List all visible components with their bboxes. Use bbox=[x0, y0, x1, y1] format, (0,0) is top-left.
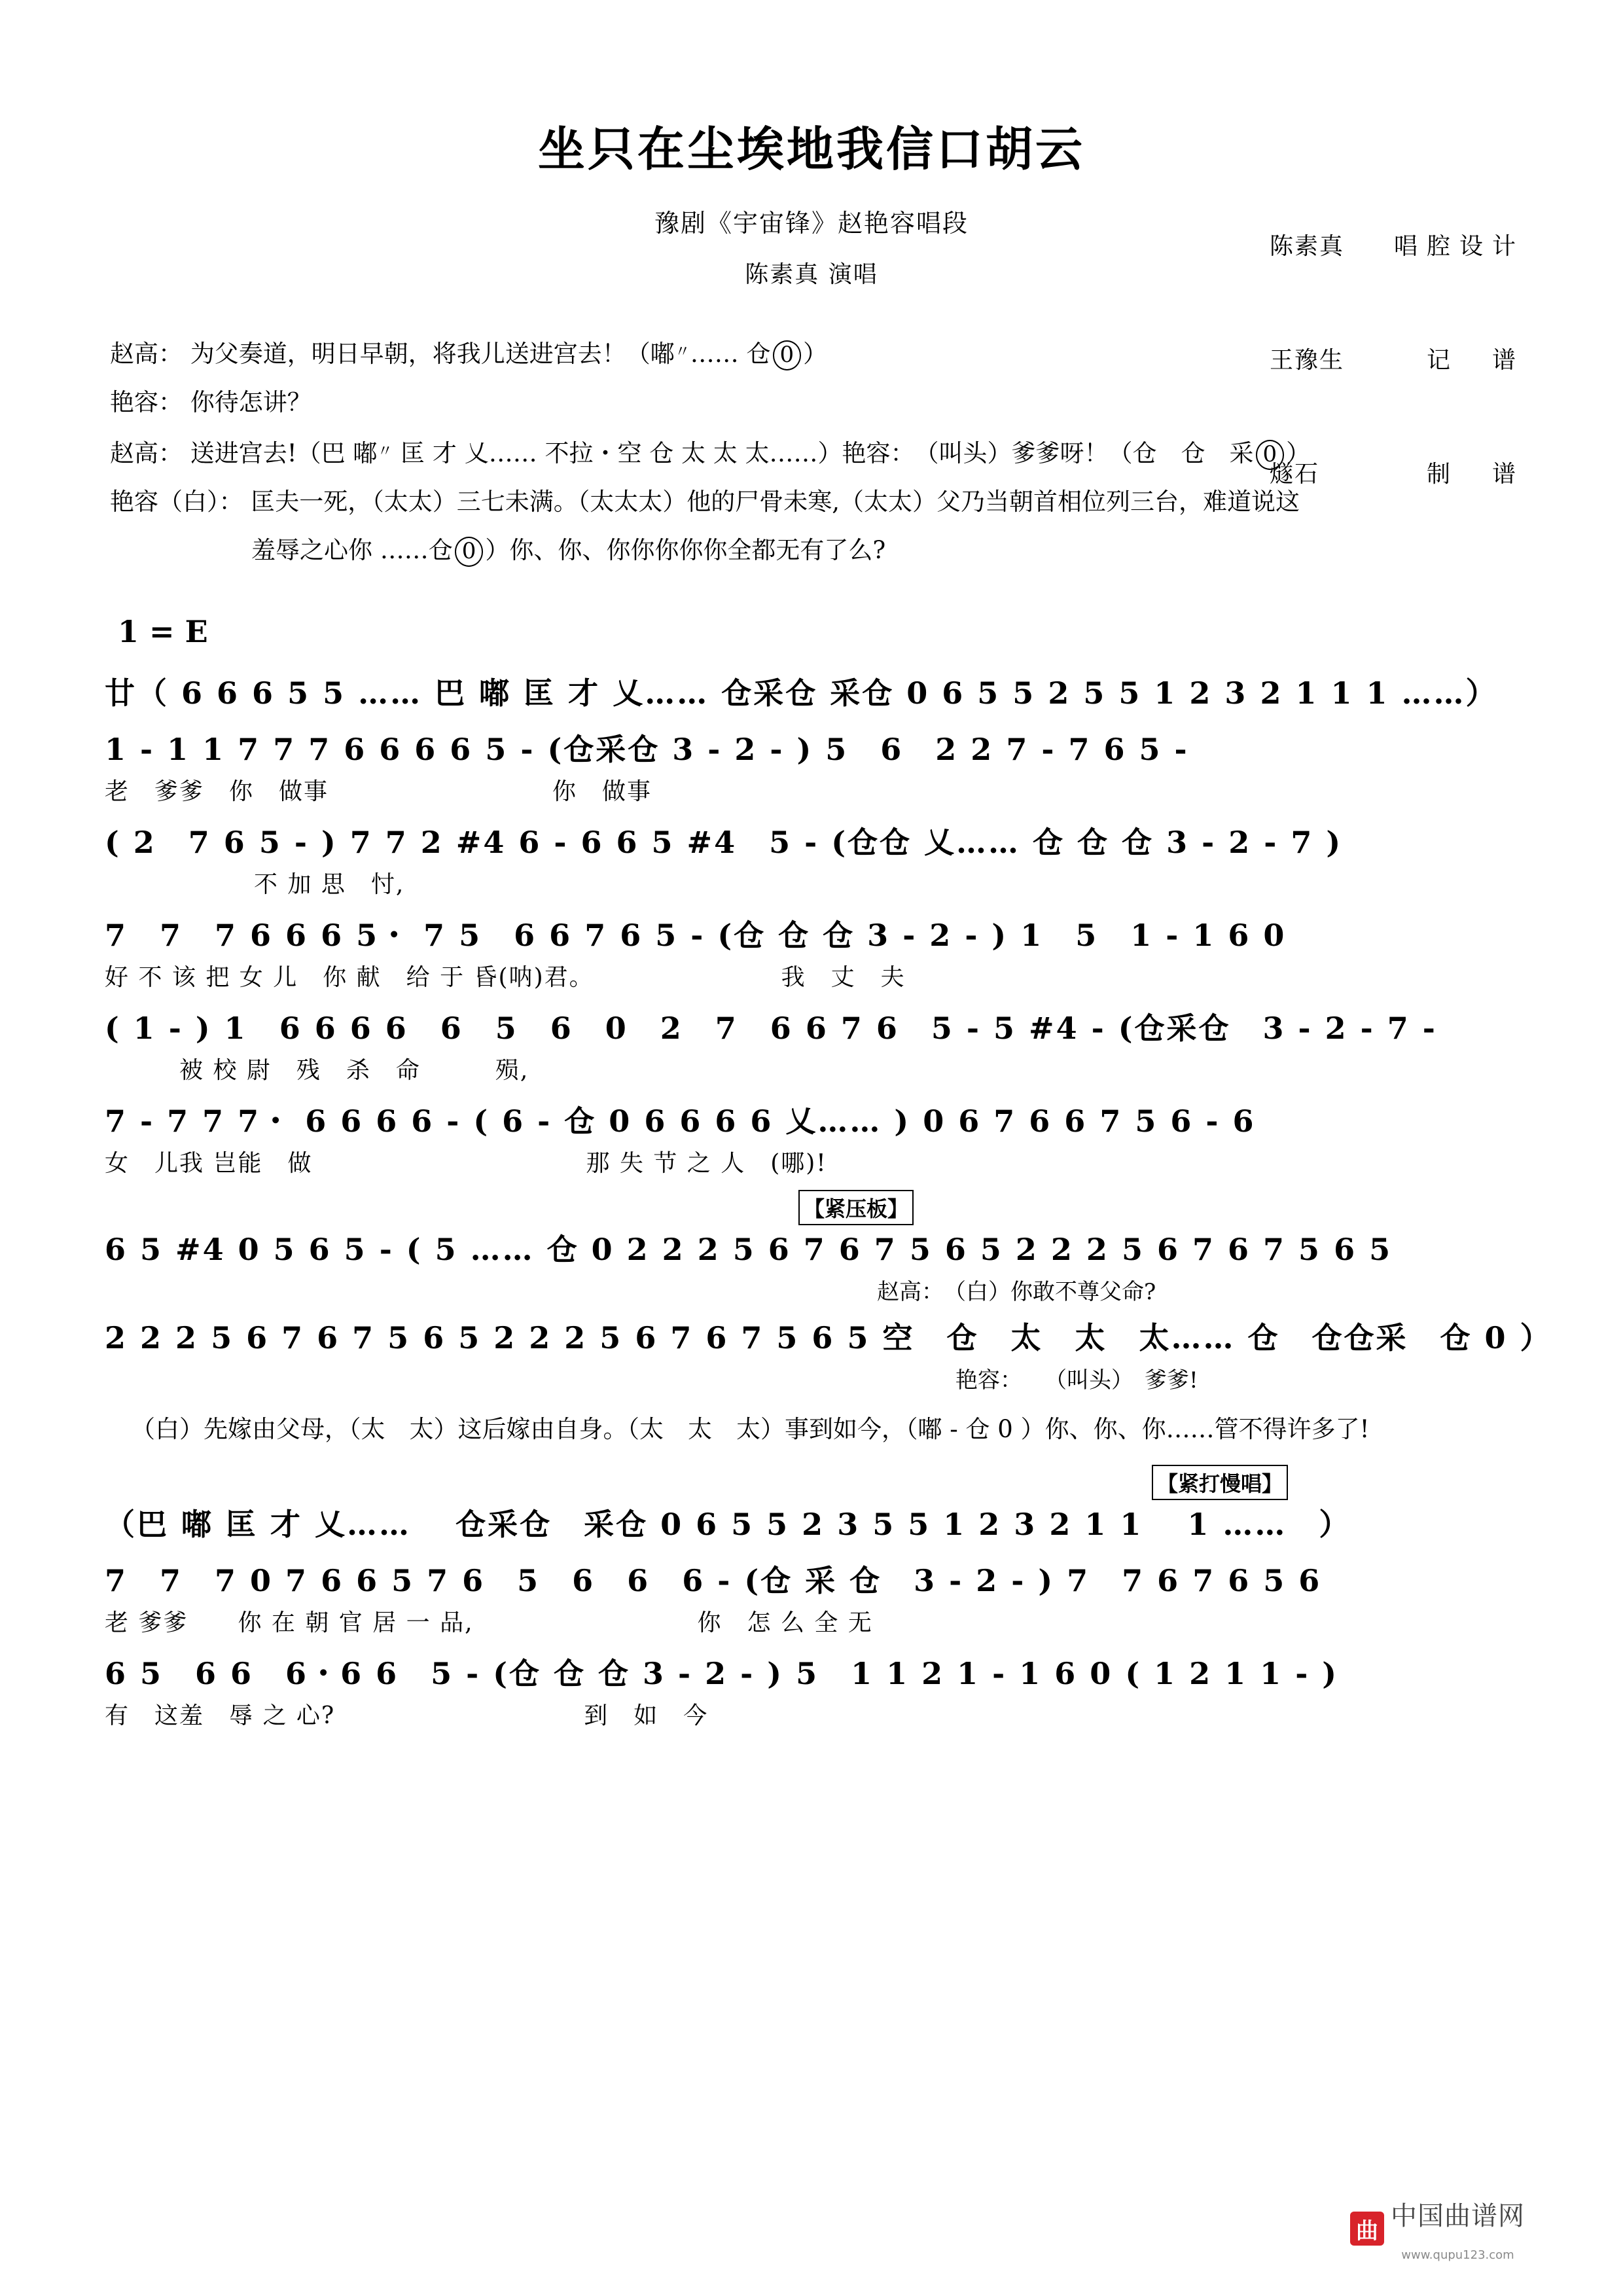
system-12: 6 5 6 6 6・6 6 5 - (仓 仓 仓 3 - 2 - ) 5 1 1 2 1 - 1 6 0 ( 1 2 1 1 - ) 有 这羞 辱 之 心? 到 如 今 bbox=[105, 1656, 1339, 1729]
dialogue-line-3: 赵高： 送进宫去!（巴 嘟〃 匡 才 乂…… 不拉・空 仓 太 太 太……）艳容： （叫头）爹爹呀！（仓 仓 采 0 ） bbox=[110, 427, 1551, 478]
performer-line: 陈素真 演唱 bbox=[745, 261, 878, 288]
stage-direction: 赵高： （白）你敢不尊父命? bbox=[877, 1279, 1156, 1305]
tempo-marker-jinyaban: 【紧压板】 bbox=[798, 1190, 914, 1225]
circled-rest: 0 bbox=[1256, 440, 1285, 470]
dialogue-line-5: 羞辱之心你 ……仓 0 ）你、你、你你你你你全都无有了么? bbox=[110, 526, 1551, 575]
logo-url: www.qupu123.com bbox=[1401, 2248, 1514, 2262]
dialogue-line-4: 艳容（白）： 匡夫一死，（太太）三七未满。（太太太）他的尸骨未寒,（太太）父乃当朝首相位列三台，难道说这 bbox=[110, 488, 1300, 516]
system-10: 【紧打慢唱】 （巴 嘟 匡 才 乂…… 仓采仓 采仓 0 6 5 5 2 3 5 5 1 2 3 2 1 1 1 …… ） bbox=[105, 1465, 1560, 1549]
logo-glyph: 曲 bbox=[1350, 2212, 1384, 2246]
circled-rest: 0 bbox=[455, 537, 484, 567]
dialogue-line-1: 赵高： 为父奏道，明日早朝，将我儿送进宫去！（嘟〃…… 仓 0 ） bbox=[110, 327, 1551, 378]
system-3: ( 2 7 6 5 - ) 7 7 2 #4 6 - 6 6 5 #4 5 - (仓仓 乂…… 仓 仓 仓 3 - 2 - 7 ) 不 加 思 忖, bbox=[105, 825, 1343, 898]
system-4: 7 7 7 6 6 6 5・ 7 5 6 6 7 6 5 - (仓 仓 仓 3 - 2 - ) 1 5 1 - 1 6 0 好 不 该 把 女 儿 你 献 给 于 昏(呐)君。 我 丈 夫 bbox=[105, 918, 1287, 991]
prose-dialogue: （白）先嫁由父母，（太 太）这后嫁由自身。（太 太 太）事到如今，（嘟 - 仓 0 ）你、你、你……管不得许多了! bbox=[131, 1415, 1370, 1443]
page-title: 坐只在尘埃地我信口胡云 bbox=[537, 121, 1085, 177]
system-7: 【紧压板】 6 5 #4 0 5 6 5 - ( 5 …… 仓 0 2 2 2 5 6 7 6 7 5 6 5 2 2 2 5 6 7 6 7 5 6 5 赵高： （白）你敢不尊父命? bbox=[105, 1190, 1560, 1306]
system-11: 7 7 7 0 7 6 6 5 7 6 5 6 6 6 - (仓 采 仓 3 - 2 - ) 7 7 6 7 6 5 6 老 爹爹 你 在 朝 官 居 一 品, 你 怎 么 全 无 bbox=[105, 1563, 1322, 1636]
site-logo[interactable] bbox=[1350, 2195, 1525, 2262]
credit-row: 燧石 制 谱 bbox=[1270, 461, 1525, 488]
music-systems bbox=[0, 669, 1623, 1734]
circled-rest: 0 bbox=[773, 340, 802, 370]
key-signature: 1 = E bbox=[118, 614, 208, 649]
system-6: 7 - 7 7 7・ 6 6 6 6 - ( 6 - 仓 0 6 6 6 6 乂…… ) 0 6 7 6 6 7 5 6 - 6 女 儿我 岂能 做 那 失 节 之 人 (哪)! bbox=[105, 1103, 1256, 1177]
credits-block bbox=[1270, 152, 1525, 569]
system-1: 廿（ 6 6 6 5 5 …… 巴 嘟 匡 才 乂…… 仓采仓 采仓 0 6 5 5 2 5 5 1 2 3 2 1 1 1 ……） bbox=[105, 675, 1498, 711]
dialogue-line-2: 艳容： 你待怎讲？ bbox=[110, 388, 312, 416]
tempo-marker-jindamanchang: 【紧打慢唱】 bbox=[1152, 1465, 1288, 1500]
system-2: 1 - 1 1 7 7 7 6 6 6 6 5 - (仓采仓 3 - 2 - ) 5 6 2 2 7 - 7 6 5 - 老 爹爹 你 做事 你 做事 bbox=[105, 732, 1189, 805]
credit-row: 陈素真 唱腔设计 bbox=[1270, 233, 1525, 260]
logo-label: 中国曲谱网 bbox=[1391, 2201, 1525, 2231]
stage-direction: 艳容： （叫头） 爹爹! bbox=[955, 1367, 1198, 1393]
system-8: 2 2 2 5 6 7 6 7 5 6 5 2 2 2 5 6 7 6 7 5 6 5 空 仓 太 太 太…… 仓 仓仓采 仓 0 ） 艳容： （叫头） 爹爹! bbox=[105, 1314, 1560, 1394]
page-subtitle: 豫剧《宇宙锋》赵艳容唱段 bbox=[654, 209, 969, 238]
system-9 bbox=[105, 1402, 1560, 1457]
credit-row: 王豫生 记 谱 bbox=[1270, 347, 1525, 374]
system-5: ( 1 - ) 1 6 6 6 6 6 5 6 0 2 7 6 6 7 6 5 - 5 #4 - (仓采仓 3 - 2 - 7 - 被 校 尉 残 杀 命 殒, bbox=[105, 1011, 1437, 1084]
